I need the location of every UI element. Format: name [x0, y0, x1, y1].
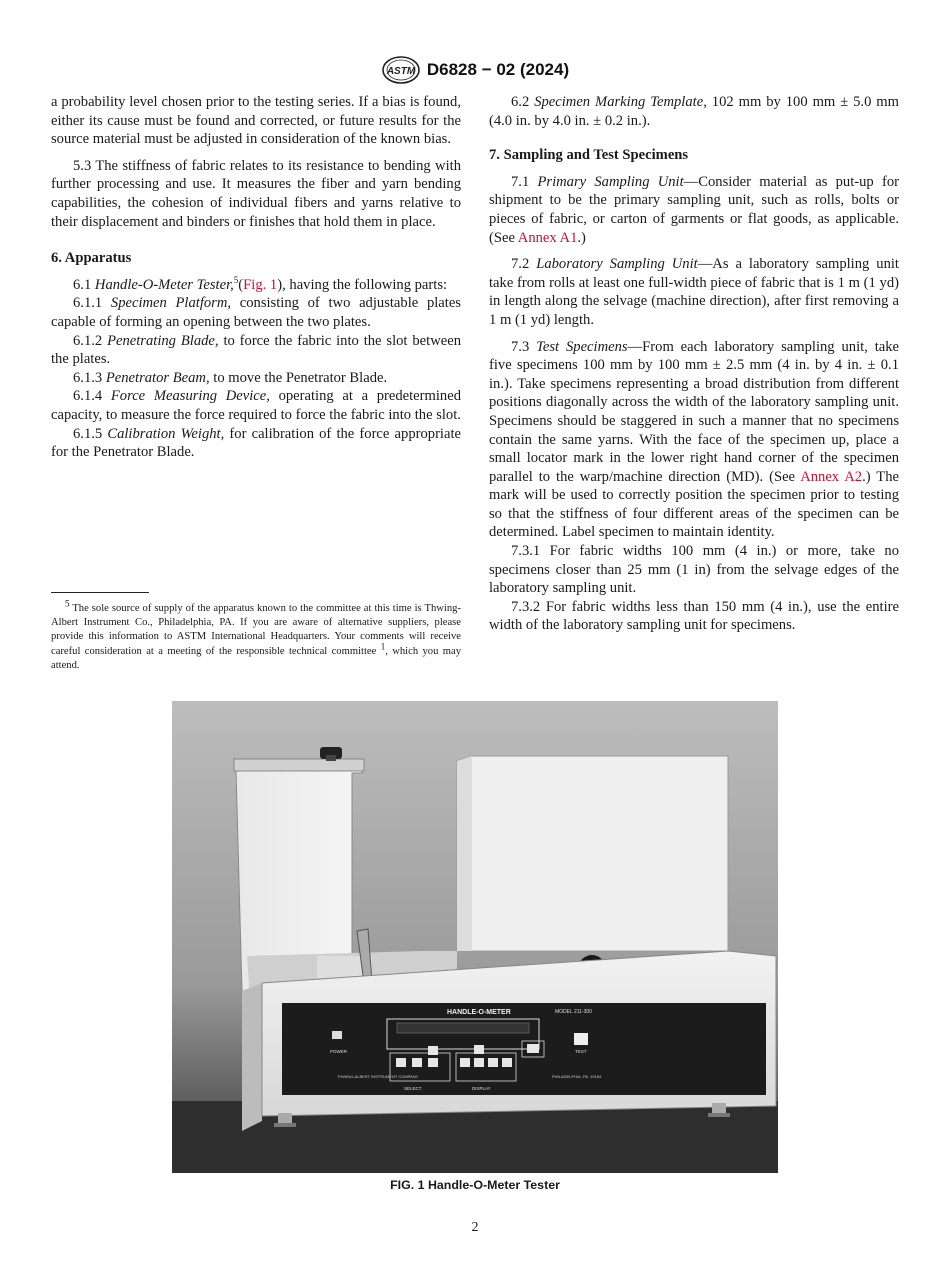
- paragraph-6-1-1: 6.1.1 Specimen Platform, consisting of two adjustable plates capable of forming an opening between the two plates.: [51, 295, 461, 330]
- svg-text:DISPLAY: DISPLAY: [472, 1086, 491, 1091]
- paragraph-6-1-5: 6.1.5 Calibration Weight, for calibration of the force appropriate for the Penetrator Blade.: [51, 425, 461, 461]
- svg-text:PHILADELPHIA, PA. 19154: PHILADELPHIA, PA. 19154: [552, 1074, 602, 1079]
- svg-text:THWING-ALBERT INSTRUMENT COMPA: THWING-ALBERT INSTRUMENT COMPANY: [337, 1074, 419, 1079]
- paragraph-6-1-4: 6.1.4 Force Measuring Device, operating at a predetermined capacity, to measure the force required to force the fabric into the slot.: [51, 388, 461, 423]
- page-number: 2: [471, 1220, 479, 1235]
- paragraph-7-3-2: 7.3.2 For fabric widths less than 150 mm (4 in.), use the entire width of the laboratory sampling unit for specimens.: [489, 598, 899, 634]
- fig-1-link[interactable]: Fig. 1: [243, 276, 278, 293]
- astm-logo-icon: [381, 55, 421, 85]
- svg-text:TEST: TEST: [575, 1049, 587, 1054]
- svg-text:POWER: POWER: [330, 1049, 348, 1054]
- figure-caption: FIG. 1 Handle-O-Meter Tester: [390, 1178, 560, 1192]
- paragraph-7-3-1: 7.3.1 For fabric widths 100 mm (4 in.) or more, take no specimens closer than 25 mm (1 in) from the selvage edges of the laboratory sampling unit.: [489, 543, 899, 597]
- paragraph-7-3: 7.3 Test Specimens—From each laboratory sampling unit, take five specimens 100 mm by 100 mm ± 2.5 mm (4 in. by 4 in. ± 0.1 in.). Take specimens representing a broad distribution from different positions diagonally across the width of the laboratory sampling unit. Specimens should be staggered in such a manner that no specimens contain the same yarns. With the face of the specimen up, place a small locator mark in the lower right hand corner of the specimen parallel to the warp/machine direction (MD). (See Annex A2.) The mark will be used to correctly position the specimen prior to testing so that the stiffness of four different areas of the specimen can be determined. Label specimen to maintain identity.: [489, 338, 899, 541]
- svg-text:HANDLE-O-METER: HANDLE-O-METER: [447, 1009, 511, 1016]
- paragraph-7-1: 7.1 Primary Sampling Unit—Consider material as put-up for shipment to be the primary sampling unit, such as rolls, bolts or pieces of fabric, or carton of garments or flat goods, as applicable. (See Annex A1.): [489, 173, 899, 246]
- footnote-ref-5: 5: [233, 274, 239, 285]
- svg-text:ASTM: ASTM: [386, 66, 416, 77]
- right-column: [489, 93, 899, 635]
- annex-a2-link[interactable]: Annex A2: [800, 468, 863, 485]
- section-heading-apparatus: 6. Apparatus: [51, 250, 132, 267]
- svg-text:MODEL 211-300: MODEL 211-300: [555, 1009, 592, 1015]
- paragraph-6-1: 6.1 Handle-O-Meter Tester,$^5$(Fig. 1), having the following parts:: [73, 274, 448, 293]
- paragraph-5-3: 5.3 The stiffness of fabric relates to its resistance to bending with further processing and use. It measures the fiber and yarn bending capabilities, the cohesion of individual fibers and yarns relative to their displacement and binders or finishes that hold them in place.: [51, 157, 461, 230]
- annex-a1-link[interactable]: Annex A1: [517, 229, 578, 246]
- standard-designation: D6828 − 02 (2024): [426, 60, 570, 79]
- page-header: [0, 55, 950, 90]
- paragraph-bias: a probability level chosen prior to the testing series. If a bias is found, either its cause must be found and corrected, or future results for the source material must be adjusted in consideration of the known bias.: [51, 94, 461, 148]
- paragraph-7-2: 7.2 Laboratory Sampling Unit—As a laboratory sampling unit take from rolls at least one full-width piece of fabric that is 1 m (1 yd) in length along the selvage (machine direction), after first removing a 1 m (1 yd) length.: [489, 256, 899, 328]
- svg-text:SELECT: SELECT: [404, 1086, 422, 1091]
- paragraph-6-1-3: 6.1.3 Penetrator Beam, to move the Penetrator Blade.: [73, 369, 388, 386]
- paragraph-6-2: 6.2 Specimen Marking Template, 102 mm by 100 mm ± 5.0 mm (4.0 in. by 4.0 in. ± 0.2 in.).: [489, 94, 900, 129]
- footnote-divider: [51, 592, 149, 593]
- paragraph-6-1-2: 6.1.2 Penetrating Blade, to force the fabric into the slot between the plates.: [51, 332, 461, 368]
- footnote-5: $^5$ The sole source of supply of the apparatus known to the committee at this time is Thwing-Albert Instrument Co., Philadelphia, PA. If you are aware of alternative suppliers, please provide this information to ASTM International Headquarters. Your comments will receive careful consideration at a meeting of the responsible technical committee $^1$, which you may attend.: [51, 598, 462, 671]
- section-heading-sampling: 7. Sampling and Test Specimens: [489, 147, 689, 164]
- handle-o-meter-photo: [172, 701, 778, 1173]
- left-column: [51, 93, 461, 462]
